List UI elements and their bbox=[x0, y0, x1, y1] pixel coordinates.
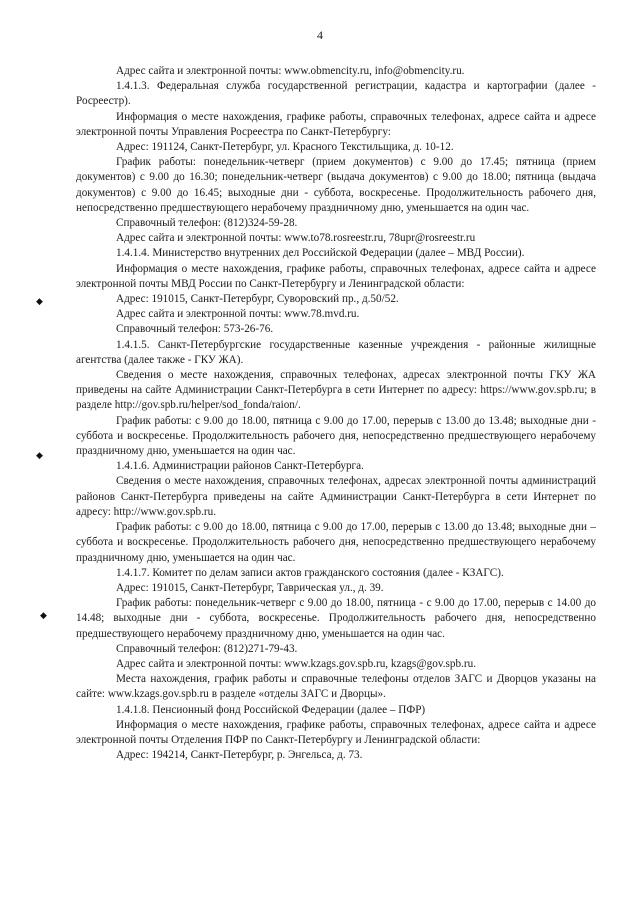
document-body bbox=[76, 64, 596, 763]
paragraph: График работы: понедельник-четверг (прием документов) с 9.00 до 17.45; пятница (прием документов) с 9.00 до 16.30; понедельник-четверг (выдача документов) с 9.00 до 18.00; пятница (выдача документов) с 9.00 до 16.45; выходные дни - суббота, воскресенье. Продолжительность рабочего дня, непосредственно предшествующего нерабочему праздничному дню, уменьшается на один час. bbox=[76, 156, 596, 214]
margin-mark-icon: ◆ bbox=[36, 450, 43, 460]
paragraph: 1.4.1.8. Пенсионный фонд Российской Федерации (далее – ПФР) bbox=[116, 703, 426, 716]
paragraph: 1.4.1.7. Комитет по делам записи актов гражданского состояния (далее - КЗАГС). bbox=[116, 566, 504, 579]
paragraph: Адрес сайта и электронной почты: www.to78.rosreestr.ru, 78upr@rosreestr.ru bbox=[116, 232, 476, 245]
paragraph: Информация о месте нахождения, графике работы, справочных телефонах, адресе сайта и адресе электронной почты Управления Росреестра по Санкт-Петербургу: bbox=[76, 110, 596, 138]
paragraph: График работы: с 9.00 до 18.00, пятница с 9.00 до 17.00, перерыв с 13.00 до 13.48; выходные дни - суббота и воскресенье. Продолжительность рабочего дня, непосредственно предшествующего нерабочему праздничному дню, уменьшается на один час. bbox=[76, 414, 596, 458]
paragraph: График работы: понедельник-четверг с 9.00 до 18.00, пятница - с 9.00 до 17.00, перерыв с 14.00 до 14.48; выходные дни - суббота, воскресенье. Продолжительность рабочего дня, непосредственно предшествующего нерабочему праздничному дню, уменьшается на один час. bbox=[76, 597, 596, 640]
paragraph: Информация о месте нахождения, графике работы, справочных телефонах, адресе сайта и адресе электронной почты Отделения ПФР по Санкт-Петербургу и Ленинградской области: bbox=[76, 718, 596, 746]
paragraph: Адрес: 191015, Санкт-Петербург, Таврическая ул., д. 39. bbox=[116, 581, 384, 594]
margin-mark-icon: ◆ bbox=[40, 610, 47, 620]
margin-mark-icon: ◆ bbox=[36, 296, 43, 306]
paragraph: Адрес: 194214, Санкт-Петербург, р. Энгельса, д. 73. bbox=[116, 749, 363, 762]
paragraph: Адрес: 191124, Санкт-Петербург, ул. Красного Текстильщика, д. 10-12. bbox=[116, 141, 454, 154]
paragraph: Справочный телефон: (812)324-59-28. bbox=[116, 217, 298, 230]
paragraph: Места нахождения, график работы и справочные телефоны отделов ЗАГС и Дворцов указаны на сайте: www.kzags.gov.spb.ru в разделе «отделы ЗАГС и Дворцы». bbox=[76, 673, 596, 701]
paragraph: 1.4.1.5. Санкт-Петербургские государственные казенные учреждения - районные жилищные агентства (далее также - ГКУ ЖА). bbox=[76, 338, 596, 366]
paragraph: 1.4.1.4. Министерство внутренних дел Российской Федерации (далее – МВД России). bbox=[116, 247, 525, 260]
paragraph: График работы: с 9.00 до 18.00, пятница с 9.00 до 17.00, перерыв с 13.00 до 13.48; выходные дни – суббота и воскресенье. Продолжительность рабочего дня, непосредственно предшествующего нерабочему праздничному дню, уменьшается на один час. bbox=[76, 521, 596, 564]
paragraph: 1.4.1.3. Федеральная служба государственной регистрации, кадастра и картографии (далее - Росреестр). bbox=[76, 80, 596, 108]
paragraph: Справочный телефон: (812)271-79-43. bbox=[116, 642, 298, 655]
paragraph: 1.4.1.6. Администрации районов Санкт-Петербурга. bbox=[116, 460, 364, 473]
paragraph: Сведения о месте нахождения, справочных телефонах, адресах электронной почты ГКУ ЖА приведены на сайте Администрации Санкт-Петербурга в сети Интернет по адресу: https://www.gov.spb.ru; в разделе http://gov.spb.ru/helper/sod_fonda/raion/. bbox=[76, 369, 596, 412]
page-number: 4 bbox=[317, 28, 323, 42]
paragraph: Сведения о месте нахождения, справочных телефонах, адресах электронной почты администраций районов Санкт-Петербурга приведены на сайте Администрации Санкт-Петербурга в сети Интернет по адресу: http://www.gov.spb.ru. bbox=[76, 475, 596, 518]
paragraph: Адрес сайта и электронной почты: www.kzags.gov.spb.ru, kzags@gov.spb.ru. bbox=[116, 657, 476, 670]
paragraph: Информация о месте нахождения, графике работы, справочных телефонах, адресе сайта и адресе электронной почты МВД России по Санкт-Петербургу и Ленинградской области: bbox=[76, 262, 596, 290]
paragraph: Адрес сайта и электронной почты: www.obmencity.ru, info@obmencity.ru. bbox=[116, 65, 465, 77]
paragraph: Справочный телефон: 573-26-76. bbox=[116, 323, 274, 336]
paragraph: Адрес: 191015, Санкт-Петербург, Суворовский пр., д.50/52. bbox=[116, 293, 399, 306]
paragraph: Адрес сайта и электронной почты: www.78.mvd.ru. bbox=[116, 308, 360, 321]
